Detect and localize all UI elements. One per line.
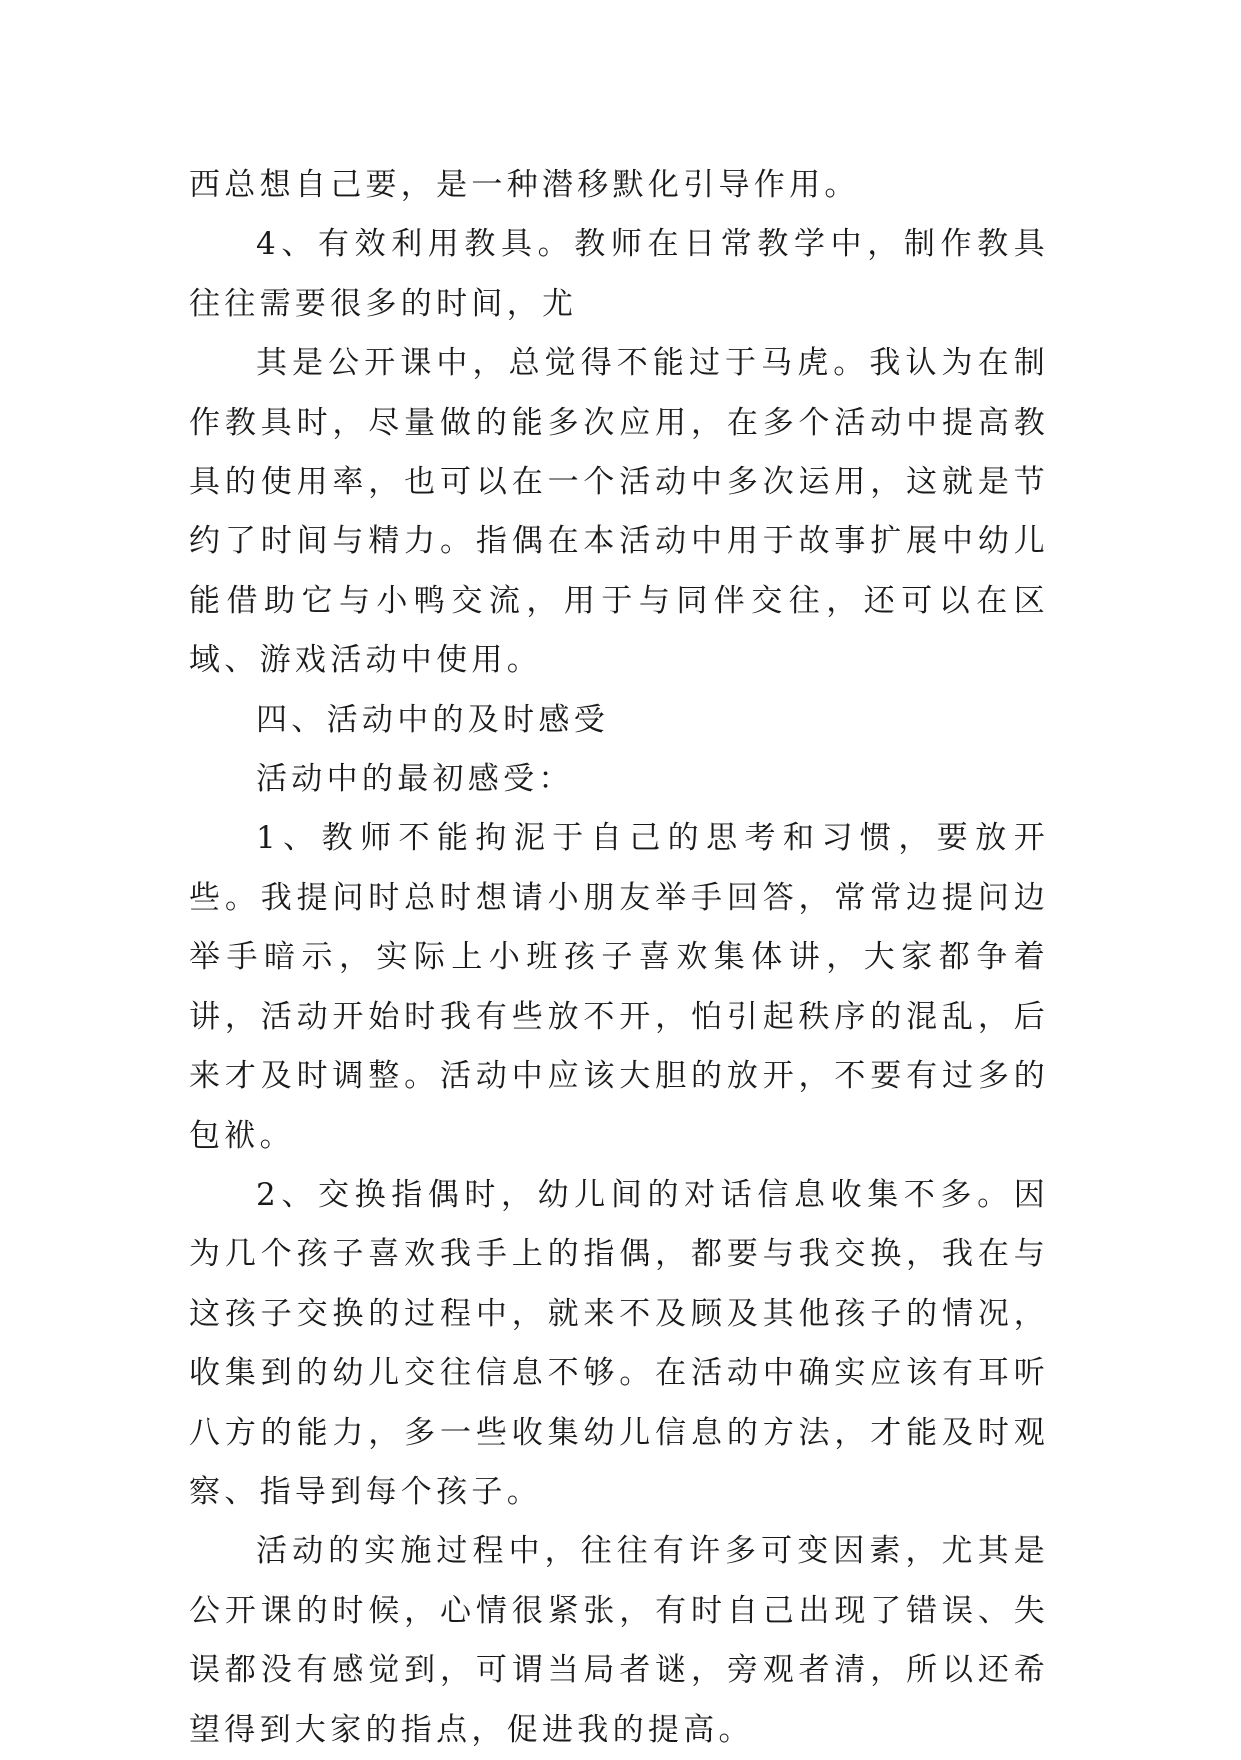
paragraph-2: 4、有效利用教具。教师在日常教学中，制作教具往往需要很多的时间，尤 bbox=[189, 226, 1049, 322]
paragraph-8: 活动的实施过程中，往往有许多可变因素，尤其是公开课的时候，心情很紧张，有时自己出现了错误、失误都没有感觉到，可谓当局者谜，旁观者清，所以还希望得到大家的指点，促进我的提高。 bbox=[189, 1533, 1049, 1748]
paragraph-7: 2、交换指偶时，幼儿间的对话信息收集不多。因为几个孩子喜欢我手上的指偶，都要与我交换，我在与这孩子交换的过程中，就来不及顾及其他孩子的情况，收集到的幼儿交往信息不够。在活动中确实应该有耳听八方的能力，多一些收集幼儿信息的方法，才能及时观察、指导到每个孩子。 bbox=[189, 1176, 1049, 1510]
section-heading: 四、活动中的及时感受 bbox=[256, 701, 609, 738]
paragraph-5: 活动中的最初感受： bbox=[256, 761, 574, 798]
document-body bbox=[189, 156, 1049, 1760]
paragraph-6: 1、教师不能拘泥于自己的思考和习惯，要放开些。我提问时总时想请小朋友举手回答，常常边提问边举手暗示，实际上小班孩子喜欢集体讲，大家都争着讲，活动开始时我有些放不开，怕引起秩序的混乱，后来才及时调整。活动中应该大胆的放开，不要有过多的包袱。 bbox=[189, 820, 1049, 1154]
paragraph-3: 其是公开课中，总觉得不能过于马虎。我认为在制作教具时，尽量做的能多次应用，在多个活动中提高教具的使用率，也可以在一个活动中多次运用，这就是节约了时间与精力。指偶在本活动中用于故事扩展中幼儿能借助它与小鸭交流，用于与同伴交往，还可以在区域、游戏活动中使用。 bbox=[189, 345, 1049, 679]
paragraph-1: 西总想自己要，是一种潜移默化引导作用。 bbox=[189, 167, 860, 203]
